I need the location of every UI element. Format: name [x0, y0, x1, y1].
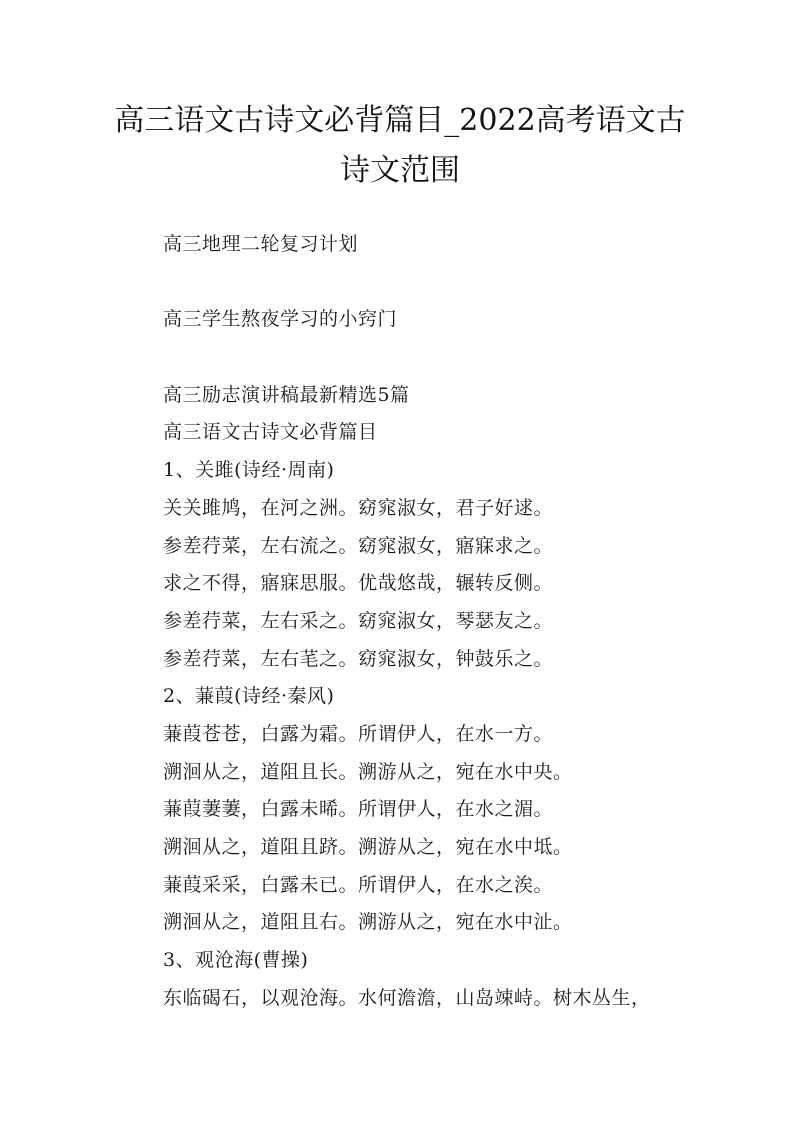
poem-line: 参差荇菜，左右采之。窈窕淑女，琴瑟友之。 — [163, 609, 554, 632]
section-title: 高三语文古诗文必背篇目 — [163, 421, 378, 444]
related-link-2[interactable]: 高三学生熬夜学习的小窍门 — [163, 308, 398, 331]
poem-line: 参差荇菜，左右芼之。窈窕淑女，钟鼓乐之。 — [163, 647, 554, 670]
poem-line: 溯洄从之，道阻且长。溯游从之，宛在水中央。 — [163, 760, 573, 783]
poem-heading: 1、关雎(诗经·周南) — [163, 459, 335, 482]
related-link-1[interactable]: 高三地理二轮复习计划 — [163, 233, 359, 255]
poem-line: 参差荇菜，左右流之。窈窕淑女，寤寐求之。 — [163, 534, 554, 557]
poem-line: 东临碣石，以观沧海。水何澹澹，山岛竦峙。树木丛生， — [163, 986, 651, 1009]
poem-line: 溯洄从之，道阻且跻。溯游从之，宛在水中坻。 — [163, 836, 573, 858]
poem-line: 蒹葭采采，白露未已。所谓伊人，在水之涘。 — [163, 873, 554, 896]
document-body — [163, 226, 723, 1017]
poem-line: 蒹葭苍苍，白露为霜。所谓伊人，在水一方。 — [163, 722, 554, 745]
poem-line: 蒹葭萋萋，白露未晞。所谓伊人，在水之湄。 — [163, 798, 554, 821]
poem-line: 关关雎鸠，在河之洲。窈窕淑女，君子好逑。 — [163, 496, 554, 519]
title-line-2: 诗文范围 — [340, 153, 460, 188]
poem-heading: 2、蒹葭(诗经·秦风) — [163, 685, 335, 708]
poem-line: 求之不得，寤寐思服。优哉悠哉，辗转反侧。 — [163, 572, 554, 595]
title-line-1: 高三语文古诗文必背篇目_2022高考语文古 — [114, 103, 686, 138]
spacer — [163, 339, 723, 377]
poem-heading: 3、观沧海(曹操) — [163, 949, 309, 972]
spacer — [163, 264, 723, 302]
document-title — [60, 96, 740, 196]
related-link-3[interactable]: 高三励志演讲稿最新精选5篇 — [163, 383, 410, 406]
poem-line: 溯洄从之，道阻且右。溯游从之，宛在水中沚。 — [163, 911, 573, 934]
